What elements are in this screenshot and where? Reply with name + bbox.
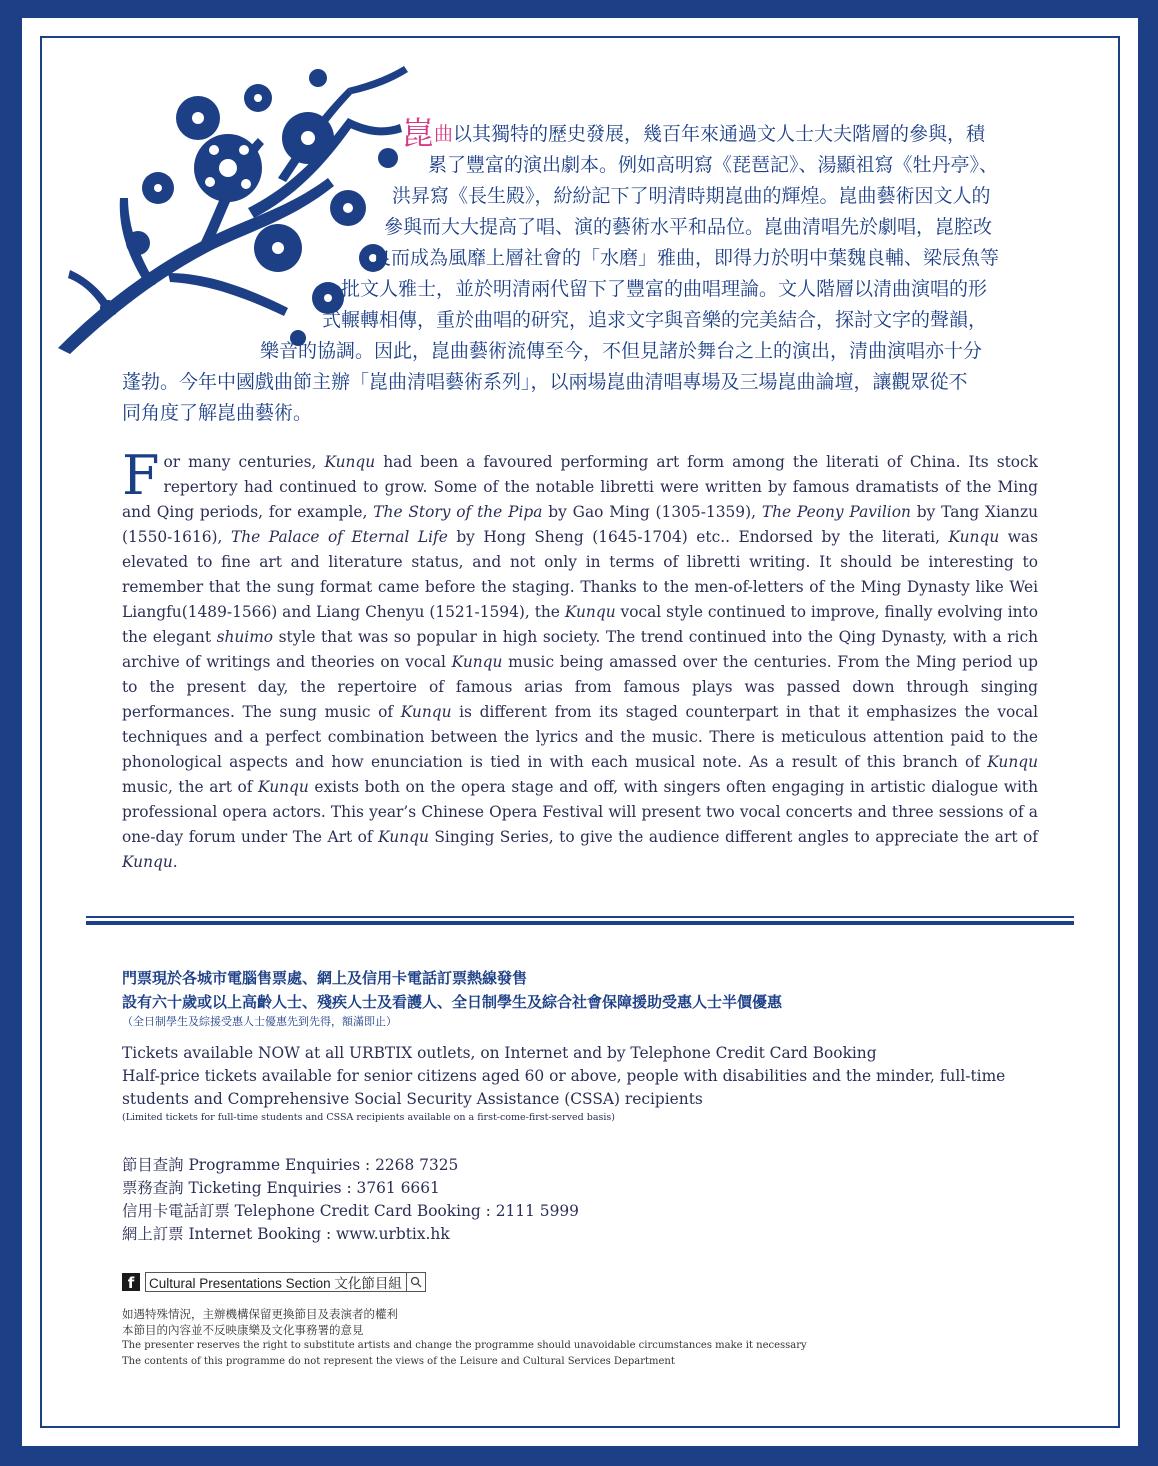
- programme-enquiries: 節目查詢 Programme Enquiries : 2268 7325: [122, 1156, 459, 1174]
- divider-thick: [86, 921, 1074, 925]
- disclaimer-cn2: 本節目的內容並不反映康樂及文化事務署的意見: [122, 1323, 364, 1337]
- facebook-search-text: Cultural Presentations Section 文化節目組: [149, 1276, 402, 1291]
- disclaimer-en1: The presenter reserves the right to substitute artists and change the programme should unavoidable circumstances make it necessary: [122, 1340, 807, 1351]
- cn-intro-line: 累了豐富的演出劇本。例如高明寫《琵琶記》、湯顯祖寫《牡丹亭》、: [428, 154, 999, 176]
- cn-intro-line: 洪昇寫《長生殿》，紛紛記下了明清時期崑曲的輝煌。崑曲藝術因文人的: [392, 185, 991, 207]
- english-body: For many centuries, Kunqu had been a favoured performing art form among the literati of China. Its stock repertory had continued to grow. Some of the notable libretti were written by famous dramatists of the Ming and Qing periods, for example, The Story of the Pipa by Gao Ming (1305-1359), The Peony Pavilion by Tang Xianzu (1550-1616), The Palace of Eternal Life by Hong Sheng (1645-1704) etc.. Endorsed by the literati, Kunqu was elevated to fine art and literature status, and not only in terms of libretti writing. It should be interesting to remember that the sung format came before the staging. Thanks to the men-of-letters of the Ming Dynasty like Wei Liangfu(1489-1566) and Liang Chenyu (1521-1594), the Kunqu vocal style continued to improve, finally evolving into the elegant shuimo style that was so popular in high society. The trend continued into the Qing Dynasty, with a rich archive of writings and theories on vocal Kunqu music being amassed over the centuries. From the Ming period up to the present day, the repertoire of famous arias from famous plays was passed down through singing performances. The sung music of Kunqu is different from its staged counterpart in that it emphasizes the vocal techniques and a perfect combination between the lyrics and the music. There is meticulous attention paid to the phonological aspects and how enunciation is tied in with each musical note. As a result of this branch of Kunqu music, the art of Kunqu exists both on the opera stage and off, with singers often engaging in artistic dialogue with professional opera actors. This year’s Chinese Opera Festival will present two vocal concerts and three sessions of a one-day forum under The Art of Kunqu Singing Series, to give the audience different angles to appreciate the art of Kunqu.: [122, 444, 1039, 871]
- dropcap-chinese: 崑: [402, 114, 435, 152]
- credit-card-booking: 信用卡電話訂票 Telephone Credit Card Booking : 2111 5999: [122, 1202, 579, 1220]
- cn-intro-line: 參與而大大提高了唱、演的藝術水平和品位。崑曲清唱先於劇唱，崑腔改: [384, 216, 993, 238]
- divider-thin: [86, 916, 1074, 918]
- cn-intro-line: 同角度了解崑曲藝術。: [122, 402, 313, 424]
- disclaimer: [122, 1306, 1022, 1370]
- internet-booking[interactable]: 網上訂票 Internet Booking : www.urbtix.hk: [122, 1225, 450, 1243]
- tickets-cn-line1: 門票現於各城市電腦售票處、網上及信用卡電話訂票熱線發售: [122, 969, 528, 987]
- disclaimer-cn1: 如遇特殊情況，主辦機構保留更換節目及表演者的權利: [122, 1307, 398, 1321]
- cn-intro-line: 崑曲以其獨特的歷史發展，幾百年來通過文人士大夫階層的參與，積: [402, 114, 986, 152]
- cn-intro-line: 一批文人雅士，並於明清兩代留下了豐富的曲唱理論。文人階層以清曲演唱的形: [322, 278, 988, 300]
- tickets-english: [122, 1042, 1052, 1125]
- cn-intro-line: 式輾轉相傳，重於曲唱的研究，追求文字與音樂的完美結合，探討文字的聲韻，: [322, 309, 988, 331]
- facebook-search-box[interactable]: [145, 1272, 426, 1292]
- tickets-en-line2: Half-price tickets available for senior citizens aged 60 or above, people with disabilities and the minder, full-time students and Comprehensive Social Security Assistance (CSSA) recipients: [122, 1067, 1006, 1108]
- chinese-intro: [122, 114, 1042, 429]
- tickets-chinese: [122, 966, 1052, 1030]
- cn-intro-line: 樂音的協調。因此，崑曲藝術流傳至今，不但見諸於舞台之上的演出，清曲演唱亦十分: [260, 340, 983, 362]
- enquiries-list: [122, 1154, 722, 1246]
- search-icon[interactable]: [406, 1273, 425, 1291]
- second-char-chinese: 曲: [434, 123, 454, 145]
- facebook-search-bar[interactable]: [122, 1272, 426, 1292]
- tickets-cn-line2: 設有六十歲或以上高齡人士、殘疾人士及看護人、全日制學生及綜合社會保障援助受惠人士半價優惠: [122, 993, 783, 1011]
- dropcap-english: F: [122, 444, 160, 507]
- facebook-icon[interactable]: f: [122, 1273, 140, 1291]
- page-frame: [22, 18, 1138, 1446]
- tickets-en-note: (Limited tickets for full-time students and CSSA recipients available on a first-come-first-served basis): [122, 1112, 616, 1123]
- cn-intro-line: 蓬勃。今年中國戲曲節主辦「崑曲清唱藝術系列」，以兩場崑曲清唱專場及三場崑曲論壇，讓觀眾從不: [122, 371, 968, 393]
- tickets-en-line1: Tickets available NOW at all URBTIX outlets, on Internet and by Telephone Credit Card Booking: [122, 1044, 877, 1062]
- cn-intro-line: 良而成為風靡上層社會的「水磨」雅曲，即得力於明中葉魏良輔、梁辰魚等: [372, 247, 1000, 269]
- ticketing-enquiries: 票務查詢 Ticketing Enquiries : 3761 6661: [122, 1179, 440, 1197]
- disclaimer-en2: The contents of this programme do not represent the views of the Leisure and Cultural Services Department: [122, 1356, 675, 1367]
- tickets-cn-note: （全日制學生及綜援受惠人士優惠先到先得，額滿即止）: [122, 1015, 397, 1028]
